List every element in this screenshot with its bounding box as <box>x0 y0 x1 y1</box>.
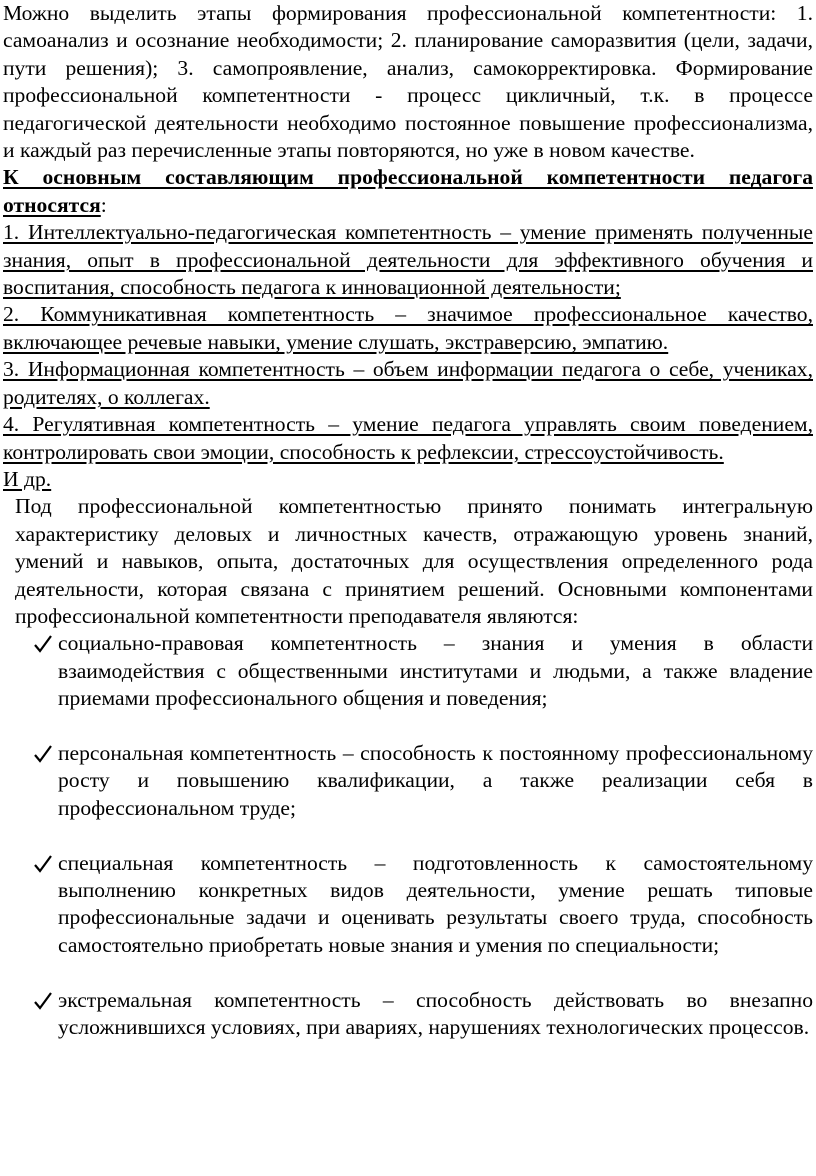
components-heading-colon: : <box>100 192 107 217</box>
list-item-text: специальная компетентность – подготовленность к самостоятельному выполнению конкретных видов деятельности, умение решать типовые профессиональные задачи и оценивать результаты своего труда, способность самостоятельно приобретать новые знания и умения по специальности; <box>58 850 813 957</box>
list-item <box>3 987 813 1042</box>
component-item-regulative: 4. Регулятивная компетентность – умение педагога управлять своим поведением, контролировать свои эмоции, способность к рефлексии, стрессоустойчивость. <box>3 412 813 464</box>
list-item <box>3 740 813 822</box>
intro-paragraph: Можно выделить этапы формирования профессиональной компетентности: 1. самоанализ и осознание необходимости; 2. планирование саморазвития (цели, задачи, пути решения); 3. самопроявление, анализ, самокорректировка. Формирование профессиональной компетентности - процесс цикличный, т.к. в процессе педагогической деятельности необходимо постоянное повышение профессионализма, и каждый раз перечисленные этапы повторяются, но уже в новом качестве. <box>3 1 813 163</box>
list-item-text: экстремальная компетентность – способность действовать во внезапно усложнившихся условиях, при авариях, нарушениях технологических процессов. <box>58 987 813 1039</box>
list-item <box>3 850 813 960</box>
checkmark-icon <box>33 740 53 767</box>
competence-list <box>3 630 813 1041</box>
components-heading <box>3 164 813 219</box>
component-item-etc: И др. <box>3 466 52 491</box>
components-heading-text: К основным составляющим профессиональной компетентности педагога относятся <box>3 165 813 217</box>
document-page <box>3 0 813 1041</box>
checkmark-icon <box>33 987 53 1014</box>
checkmark-icon <box>33 630 53 657</box>
component-item-intellectual: 1. Интеллектуально-педагогическая компетентность – умение применять полученные знания, опыт в профессиональной деятельности для эффективного обучения и воспитания, способность педагога к инновационной деятельности; <box>3 220 813 300</box>
definition-paragraph: Под профессиональной компетентностью принято понимать интегральную характеристику деловых и личностных качеств, отражающую уровень знаний, умений и навыков, опыта, достаточных для осуществления определенного рода деятельности, которая связана с принятием решений. Основными компонентами профессиональной компетентности преподавателя являются: <box>15 494 813 628</box>
checkmark-icon <box>33 850 53 877</box>
list-item-text: социально-правовая компетентность – знания и умения в области взаимодействия с общественными институтами и людьми, а также владение приемами профессионального общения и поведения; <box>58 631 813 711</box>
component-item-communicative: 2. Коммуникативная компетентность – значимое профессиональное качество, включающее речевые навыки, умение слушать, экстраверсию, эмпатию. <box>3 302 813 354</box>
component-item-informational: 3. Информационная компетентность – объем информации педагога о себе, учениках, родителях, о коллегах. <box>3 357 813 409</box>
list-item <box>3 630 813 712</box>
list-item-text: персональная компетентность – способность к постоянному профессиональному росту и повышению квалификации, а также реализации себя в профессиональном труде; <box>58 740 813 820</box>
